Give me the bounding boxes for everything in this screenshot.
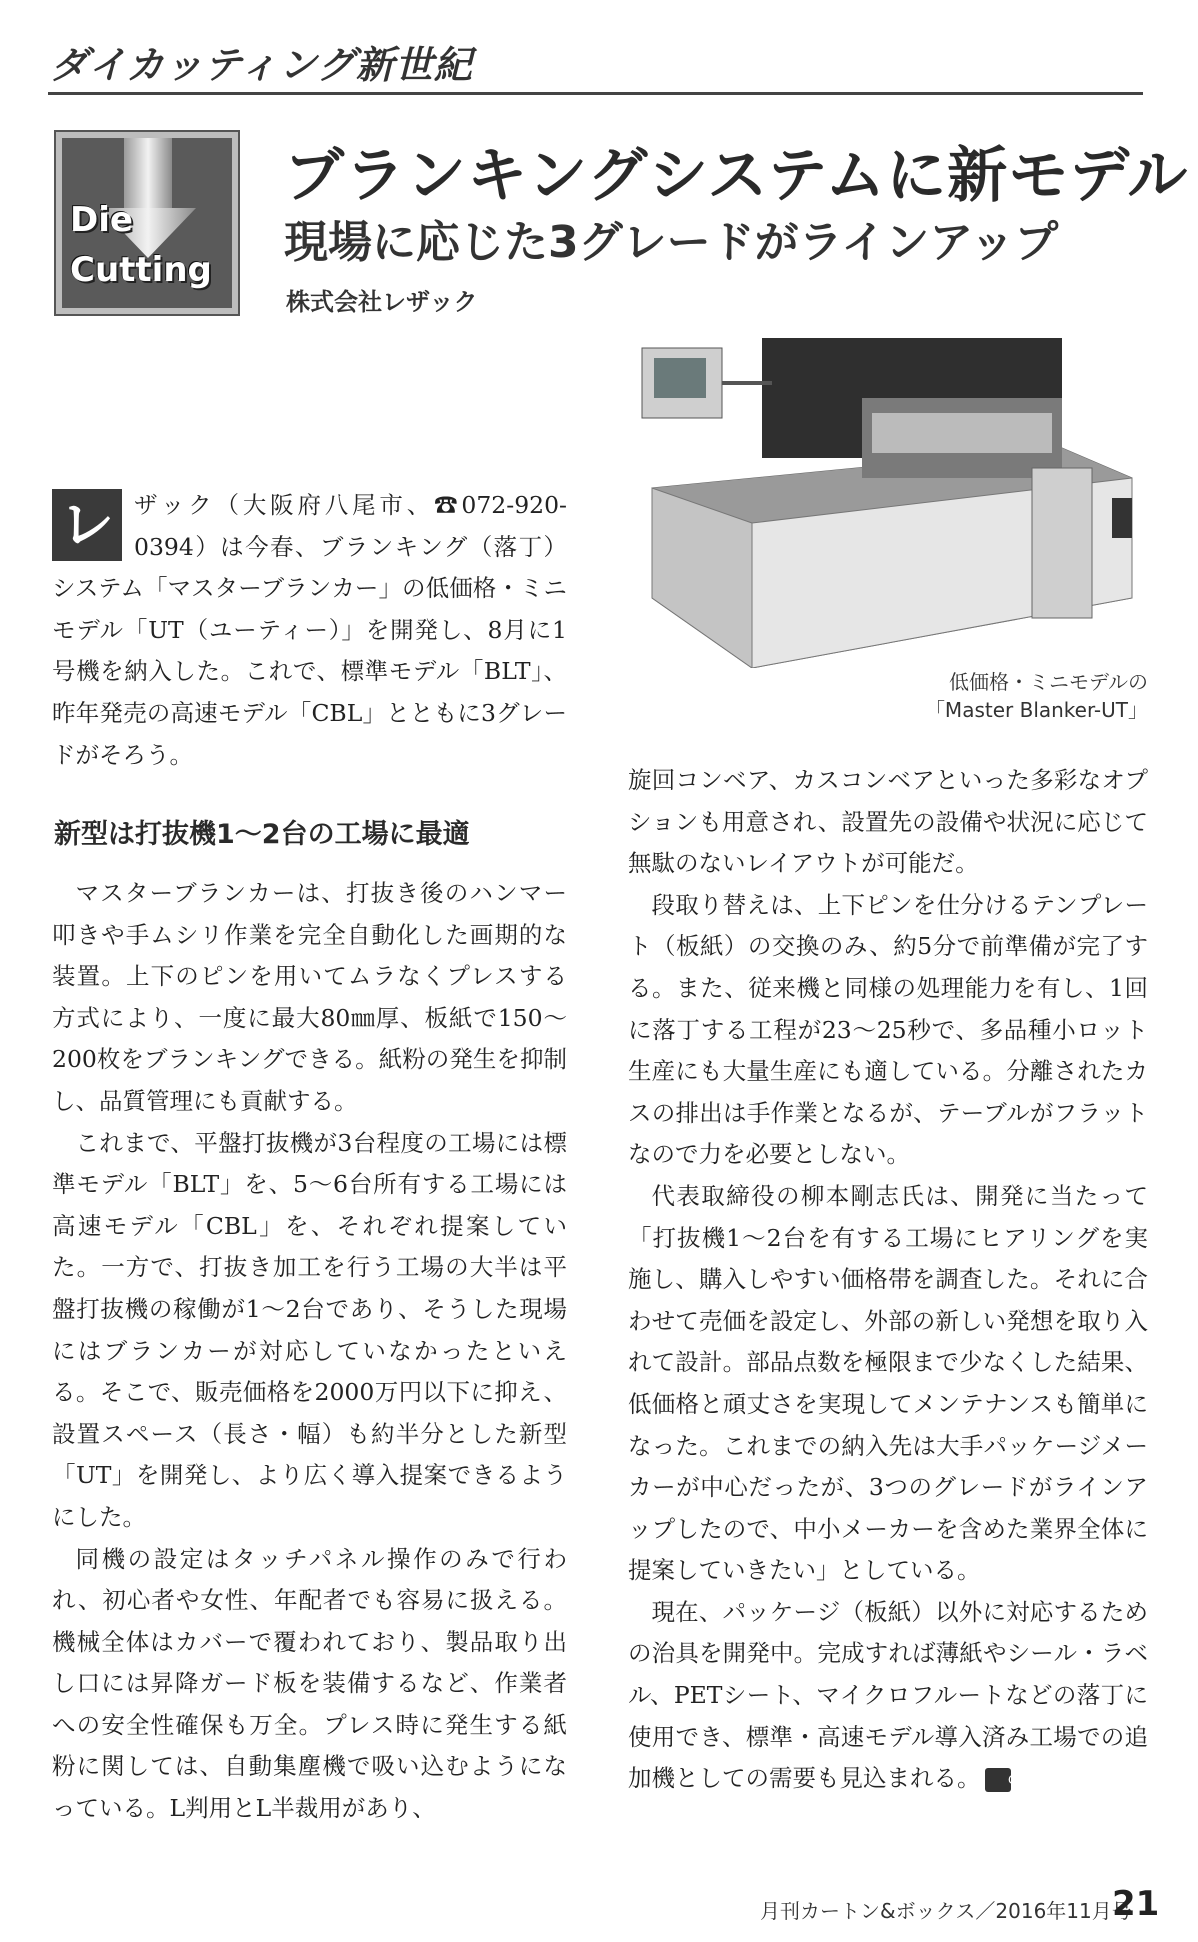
left-paragraph-3: 同機の設定はタッチパネル操作のみで行われ、初心者や女性、年配者でも容易に扱える。機械全体はカバーで覆われており、製品取り出し口には昇降ガード板を装備するなど、作業者への安全性確保も万全。プレス時に発生する紙粉に関しては、自動集塵機で吸い込むようになっている。L判用とL半裁用があり、 xyxy=(52,1544,567,1823)
page-number: 21 xyxy=(1112,1884,1160,1924)
right-paragraph-4-text: 現在、パッケージ（板紙）以外に対応するための治具を開発中。完成すれば薄紙やシール・ラベル、PETシート、マイクロフルートなどの落丁に使用でき、標準・高速モデル導入済み工場での追加機としての需要も見込まれる。 xyxy=(628,1597,1148,1793)
right-paragraph-4 xyxy=(628,1592,1148,1800)
right-paragraph-3: 代表取締役の柳本剛志氏は、開発に当たって「打抜機1～2台を有する工場にヒアリングを実施し、購入しやすい価格帯を調査した。それに合わせて売価を設定し、外部の新しい発想を取り入れて設計。部品点数を極限まで少なくした結果、低価格と頑丈さを実現してメンテナンスも簡単になった。これまでの納入先は大手パッケージメーカーが中心だったが、3つのグレードがラインアップしたので、中小メーカーを含めた業界全体に提案していきたい」としている。 xyxy=(628,1181,1148,1585)
header-rule xyxy=(48,92,1143,95)
photo-caption xyxy=(920,668,1148,724)
logo-text-die: Die xyxy=(70,200,133,240)
right-column xyxy=(628,760,1148,1800)
logo-text-cutting: Cutting xyxy=(70,250,212,290)
end-mark-icon: C&B xyxy=(985,1768,1011,1792)
drop-cap: レ xyxy=(52,489,122,561)
left-column xyxy=(52,873,567,1830)
left-paragraph-2: これまで、平盤打抜機が3台程度の工場には標準モデル「BLT」を、5～6台所有する工場には高速モデル「CBL」を、それぞれ提案していた。一方で、打抜き加工を行う工場の大半は平盤打抜機の稼働が1～2台であり、そうした現場にはブランカーが対応していなかったといえる。そこで、販売価格を2000万円以下に抑え、設置スペース（長さ・幅）も約半分とした新型「UT」を開発し、より広く導入提案できるようにした。 xyxy=(52,1128,567,1531)
company-name: 株式会社レザック xyxy=(286,288,478,316)
footer-publication: 月刊カートン&ボックス／2016年11月号 xyxy=(760,1899,1132,1923)
section-heading: 新型は打抜機1～2台の工場に最適 xyxy=(54,819,470,850)
left-paragraph-1: マスターブランカーは、打抜き後のハンマー叩きや手ムシリ作業を完全自動化した画期的な装置。上下のピンを用いてムラなくプレスする方式により、一度に最大80㎜厚、板紙で150～200枚をブランキングできる。紙粉の発生を抑制し、品質管理にも貢献する。 xyxy=(52,879,567,1115)
lead-paragraph xyxy=(52,485,567,776)
right-paragraph-2: 段取り替えは、上下ピンを仕分けるテンプレート（板紙）の交換のみ、約5分で前準備が完了する。また、従来機と同様の処理能力を有し、1回に落丁する工程が23～25秒で、多品種小ロット生産にも大量生産にも適している。分離されたカスの排出は手作業となるが、テーブルがフラットなので力を必要としない。 xyxy=(628,890,1148,1169)
caption-line-1: 低価格・ミニモデルの xyxy=(949,670,1148,694)
right-paragraph-1: 旋回コンベア、カスコンベアといった多彩なオプションも用意され、設置先の設備や状況に応じて無駄のないレイアウトが可能だ。 xyxy=(628,766,1148,878)
die-cutting-logo xyxy=(54,130,240,316)
subheadline: 現場に応じた3グレードがラインアップ xyxy=(284,217,1059,268)
machine-photo xyxy=(632,338,1152,668)
headline: ブランキングシステムに新モデル xyxy=(284,141,1189,211)
series-title: ダイカッティング新世紀 xyxy=(50,43,473,87)
caption-line-2: 「Master Blanker-UT」 xyxy=(924,698,1148,722)
lead-text: ザック（大阪府八尾市、☎072-920-0394）は今春、ブランキング（落丁）システム「マスターブランカー」の低価格・ミニモデル「UT（ユーティー）」を開発し、8月に1号機を納入した。これで、標準モデル「BLT」、昨年発売の高速モデル「CBL」とともに3グレードがそろう。 xyxy=(52,491,567,769)
